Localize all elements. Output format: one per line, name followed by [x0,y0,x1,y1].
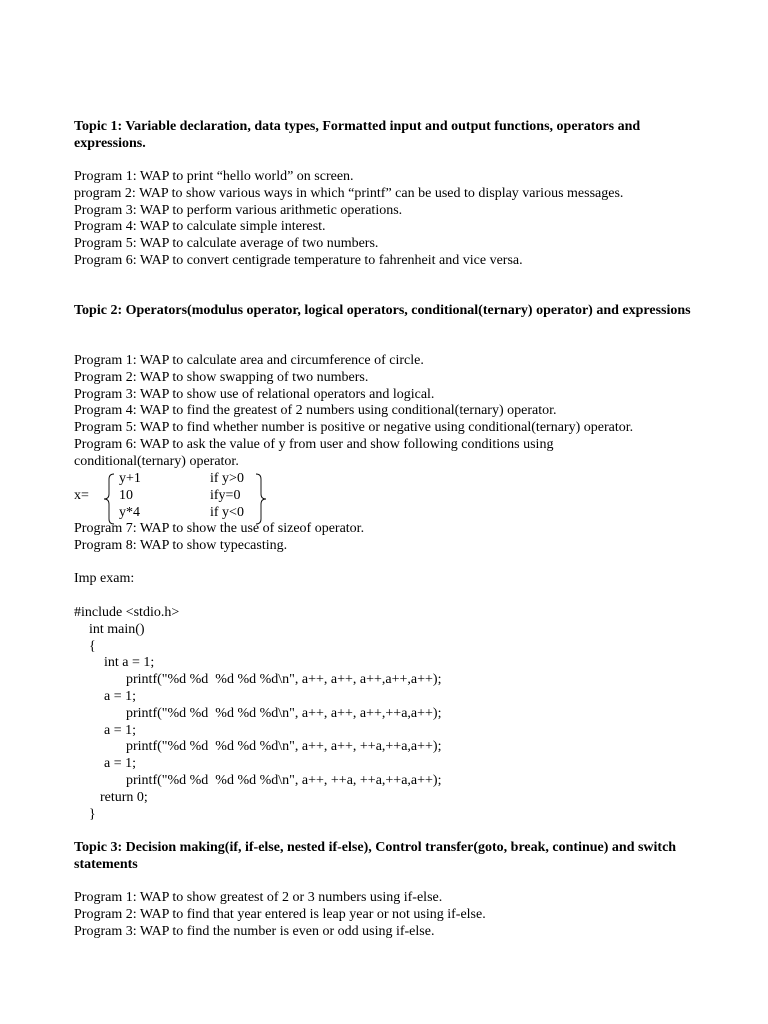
piecewise-case-row [119,471,279,488]
topic-3-heading: Topic 3: Decision making(if, if-else, nested if-else), Control transfer(goto, break, continue) and switch statements [74,840,677,872]
program-item: Program 6: WAP to convert centigrade temperature to fahrenheit and vice versa. [74,252,523,268]
program-item: Program 4: WAP to find the greatest of 2 numbers using conditional(ternary) operator. [74,403,557,419]
program-item: Program 2: WAP to find that year entered is leap year or not using if-else. [74,906,486,922]
program-item: Program 5: WAP to calculate average of two numbers. [74,236,379,252]
topic-3-program-list [74,890,714,940]
code-line: printf("%d %d %d %d %d\n", a++, a++, a++,a++,a++); [126,672,442,688]
piecewise-case-row [119,488,279,505]
left-brace-icon [103,473,117,525]
case-expression: 10 [119,488,133,503]
code-line: printf("%d %d %d %d %d\n", a++, a++, a++,++a,a++); [126,705,442,721]
code-line: { [89,638,96,654]
imp-exam-label: Imp exam: [74,571,135,586]
code-line: return 0; [100,789,148,805]
program-item: Program 8: WAP to show typecasting. [74,537,288,553]
code-line: a = 1; [104,722,136,738]
program-item: Program 5: WAP to find whether number is positive or negative using conditional(ternary) operator. [74,420,634,436]
program-item: program 2: WAP to show various ways in which “printf” can be used to display various messages. [74,185,624,201]
topic-1-program-list [74,169,714,270]
program-item: Program 4: WAP to calculate simple interest. [74,219,326,235]
topic-2-program-list-continued [74,521,714,555]
code-line: #include <stdio.h> [74,605,180,620]
program-item: Program 2: WAP to show swapping of two numbers. [74,369,369,385]
program-item: Program 6: WAP to ask the value of y from user and show following conditions using [74,436,554,452]
topic-1-heading: Topic 1: Variable declaration, data types, Formatted input and output functions, operators and expressions. [74,119,641,151]
code-line: a = 1; [104,756,136,772]
program-item: Program 1: WAP to calculate area and circumference of circle. [74,353,424,368]
program-item: conditional(ternary) operator. [74,453,239,469]
code-line: printf("%d %d %d %d %d\n", a++, a++, ++a,++a,a++); [126,739,442,755]
case-expression: y+1 [119,471,141,486]
case-condition: ify=0 [210,488,241,503]
piecewise-label: x= [74,488,89,503]
code-line: int main() [89,621,145,637]
code-line: a = 1; [104,688,136,704]
case-expression: y*4 [119,505,140,520]
program-item: Program 7: WAP to show the use of sizeof operator. [74,521,365,536]
program-item: Program 1: WAP to show greatest of 2 or 3 numbers using if-else. [74,890,443,905]
topic-2-program-list [74,353,714,471]
case-condition: if y>0 [210,471,244,486]
program-item: Program 1: WAP to print “hello world” on screen. [74,169,354,184]
case-condition: if y<0 [210,505,244,520]
code-snippet [74,605,714,823]
code-line: } [89,806,96,822]
code-line: int a = 1; [104,655,155,671]
program-item: Program 3: WAP to find the number is even or odd using if-else. [74,923,435,939]
code-line: printf("%d %d %d %d %d\n", a++, ++a, ++a,++a,a++); [126,772,442,788]
topic-2-heading: Topic 2: Operators(modulus operator, logical operators, conditional(ternary) operator) and expressions [74,303,691,318]
program-item: Program 3: WAP to perform various arithmetic operations. [74,202,403,218]
piecewise-case-row [119,505,279,522]
program-item: Program 3: WAP to show use of relational operators and logical. [74,386,435,402]
